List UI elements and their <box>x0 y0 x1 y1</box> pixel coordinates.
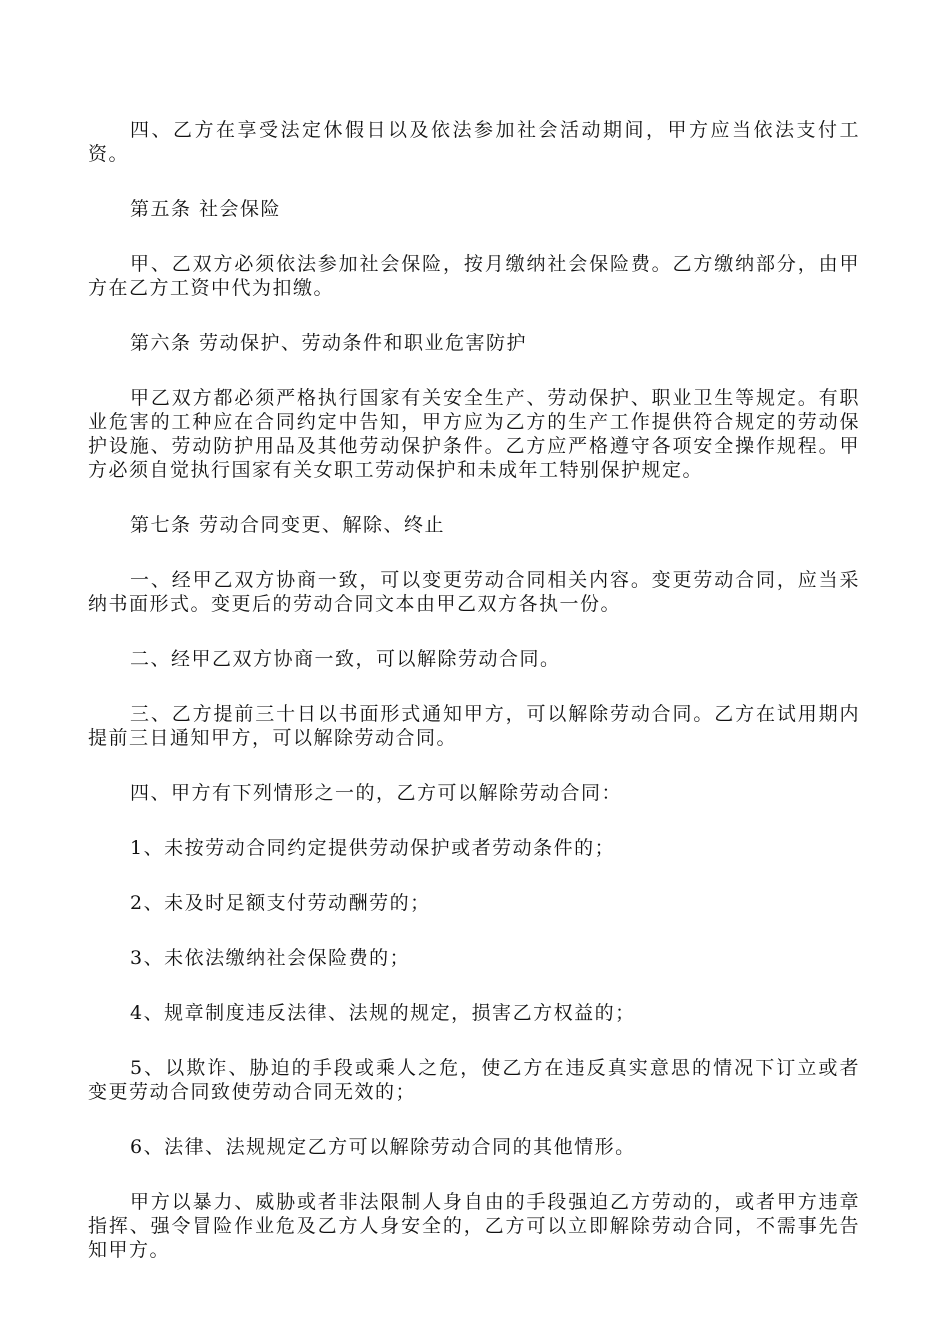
paragraph-immediate-termination: 甲方以暴力、威胁或者非法限制人身自由的手段强迫乙方劳动的，或者甲方违章指挥、强令冒险作业危及乙方人身安全的，乙方可以立即解除劳动合同，不需事先告知甲方。 <box>88 1191 860 1261</box>
list-item-6: 6、法律、法规规定乙方可以解除劳动合同的其他情形。 <box>130 1136 636 1158</box>
paragraph-contract-change: 一、经甲乙双方协商一致，可以变更劳动合同相关内容。变更劳动合同，应当采纳书面形式。变更后的劳动合同文本由甲乙双方各执一份。 <box>88 569 860 615</box>
document-body <box>88 118 860 1293</box>
list-item-2: 2、未及时足额支付劳动酬劳的； <box>130 892 431 914</box>
paragraph-notice-termination: 三、乙方提前三十日以书面形式通知甲方，可以解除劳动合同。乙方在试用期内提前三日通知甲方，可以解除劳动合同。 <box>88 703 860 749</box>
paragraph-termination-conditions: 四、甲方有下列情形之一的，乙方可以解除劳动合同： <box>130 782 623 804</box>
paragraph-labor-protection: 甲乙双方都必须严格执行国家有关安全生产、劳动保护、职业卫生等规定。有职业危害的工种应在合同约定中告知，甲方应为乙方的生产工作提供符合规定的劳动保护设施、劳动防护用品及其他劳动保护条件。乙方应严格遵守各项安全操作规程。甲方必须自觉执行国家有关女职工劳动保护和未成年工特别保护规定。 <box>88 387 860 481</box>
article-5-heading: 第五条 社会保险 <box>130 198 282 220</box>
list-item-4: 4、规章制度违反法律、法规的规定，损害乙方权益的； <box>130 1002 636 1024</box>
article-7-heading: 第七条 劳动合同变更、解除、终止 <box>130 514 446 536</box>
paragraph-mutual-termination: 二、经甲乙双方协商一致，可以解除劳动合同。 <box>130 648 561 670</box>
list-item-1: 1、未按劳动合同约定提供劳动保护或者劳动条件的； <box>130 837 616 859</box>
paragraph-holiday-wages: 四、乙方在享受法定休假日以及依法参加社会活动期间，甲方应当依法支付工资。 <box>88 119 860 165</box>
list-item-3: 3、未依法缴纳社会保险费的； <box>130 947 411 969</box>
paragraph-social-insurance: 甲、乙双方必须依法参加社会保险，按月缴纳社会保险费。乙方缴纳部分，由甲方在乙方工资中代为扣缴。 <box>88 253 860 299</box>
list-item-5: 5、以欺诈、胁迫的手段或乘人之危，使乙方在违反真实意思的情况下订立或者变更劳动合同致使劳动合同无效的； <box>88 1057 860 1103</box>
article-6-heading: 第六条 劳动保护、劳动条件和职业危害防护 <box>130 332 528 354</box>
